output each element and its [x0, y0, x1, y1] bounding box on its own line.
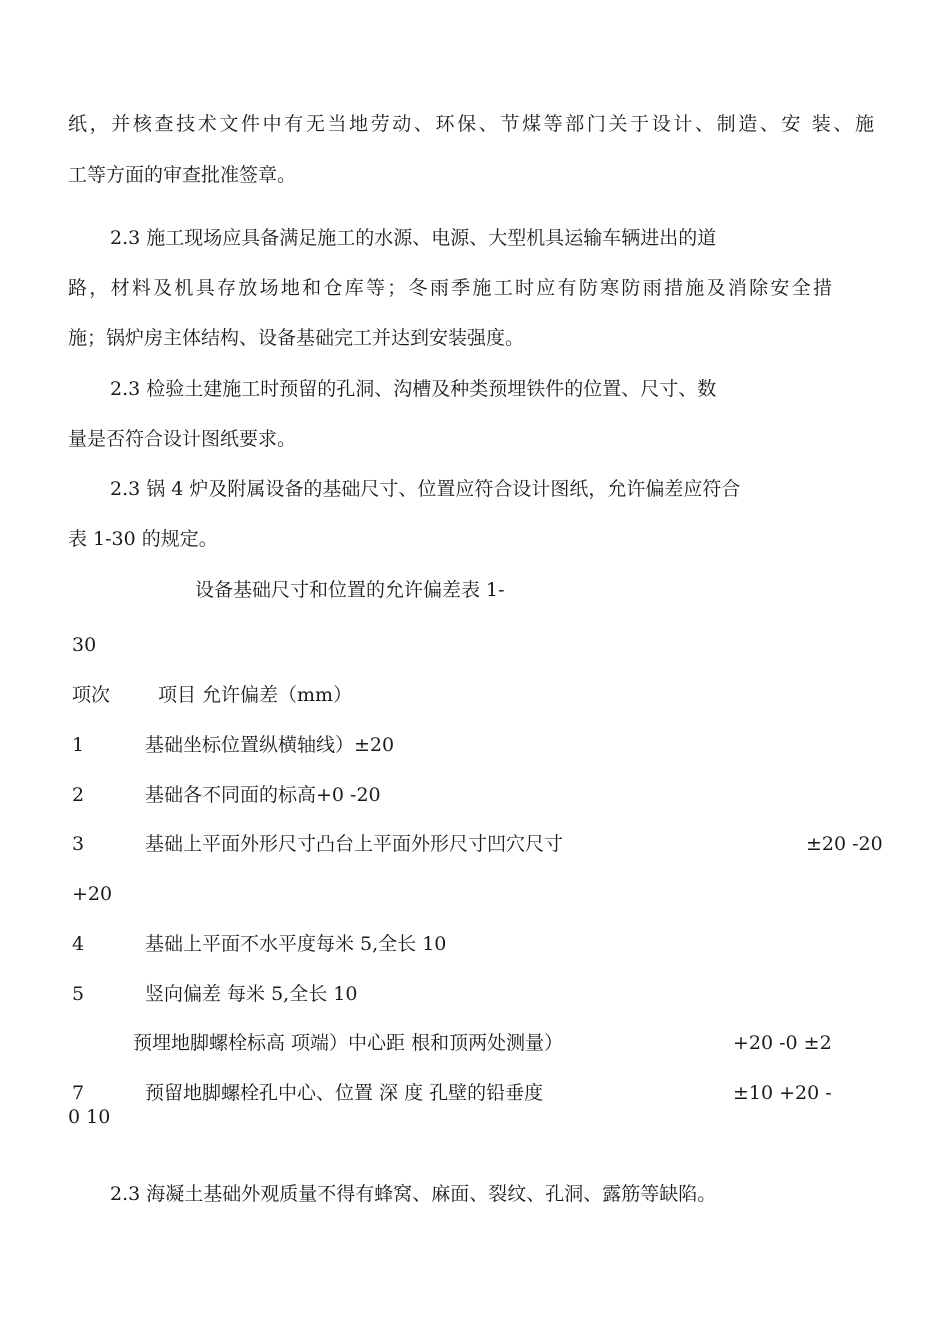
table-row-tolerance-continued: 0 10 — [68, 1106, 111, 1128]
body-text-line: 工等方面的审查批准签章。 — [68, 164, 297, 186]
table-title: 设备基础尺寸和位置的允许偏差表 1- — [195, 579, 505, 601]
table-title-continued: 30 — [72, 634, 97, 656]
table-header-index: 项次 — [72, 684, 111, 706]
body-text-line: 2.3 海凝土基础外观质量不得有蜂窝、麻面、裂纹、孔洞、露筋等缺陷。 — [110, 1183, 717, 1205]
table-row-item: 预留地脚螺栓孔中心、位置 深 度 孔壁的铅垂度 — [145, 1082, 544, 1104]
table-row-tolerance-continued: +20 — [72, 883, 113, 905]
table-row-index: 2 — [72, 784, 85, 806]
table-row-item: 预埋地脚螺栓标高 项端）中心距 根和顶两处测量） — [133, 1032, 564, 1054]
table-row-index: 7 — [72, 1082, 85, 1104]
body-text-line: 2.3 锅 4 炉及附属设备的基础尺寸、位置应符合设计图纸，允许偏差应符合 — [110, 478, 741, 500]
table-row-item: 竖向偏差 每米 5,全长 10 — [145, 983, 358, 1005]
table-row-item: 基础上平面不水平度每米 5,全长 10 — [145, 933, 447, 955]
table-row-item: 基础坐标位置纵横轴线）±20 — [145, 734, 395, 756]
table-row-index: 5 — [72, 983, 85, 1005]
body-text-line: 路，材料及机具存放场地和仓库等；冬雨季施工时应有防寒防雨措施及消除安全措 — [68, 277, 832, 299]
table-row-index: 3 — [72, 833, 85, 855]
body-text-line: 表 1-30 的规定。 — [68, 528, 218, 550]
table-row-item: 基础上平面外形尺寸凸台上平面外形尺寸凹穴尺寸 — [145, 833, 564, 855]
table-header-item: 项目 允许偏差（mm） — [158, 684, 353, 706]
body-text-line: 量是否符合设计图纸要求。 — [68, 428, 297, 450]
table-row-tolerance: +20 -0 ±2 — [733, 1032, 832, 1054]
body-text-line: 施；锅炉房主体结构、设备基础完工并达到安装强度。 — [68, 327, 525, 349]
table-row-item: 基础各不同面的标高+0 -20 — [145, 784, 381, 806]
table-row-tolerance: ±10 +20 - — [733, 1082, 832, 1104]
body-text-line: 2.3 施工现场应具备满足施工的水源、电源、大型机具运输车辆进出的道 — [110, 227, 717, 249]
body-text-line: 纸，并核查技术文件中有无当地劳动、环保、节煤等部门关于设计、制造、安 装、施 — [68, 113, 874, 135]
table-row-index: 4 — [72, 933, 85, 955]
table-row-index: 1 — [72, 734, 85, 756]
table-row-tolerance: ±20 -20 — [806, 833, 883, 855]
body-text-line: 2.3 检验土建施工时预留的孔洞、沟槽及种类预埋铁件的位置、尺寸、数 — [110, 378, 717, 400]
